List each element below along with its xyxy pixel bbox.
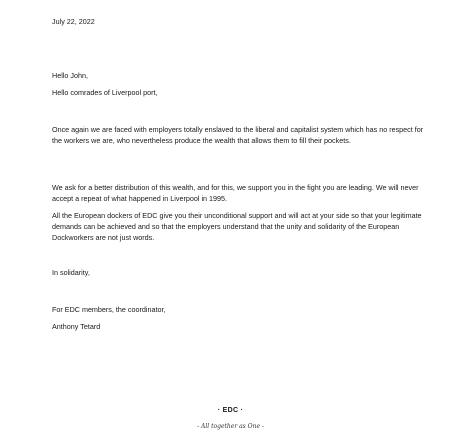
- footer-motto: - All together as One -: [197, 423, 264, 430]
- closing-line: In solidarity,: [52, 268, 90, 277]
- greeting-line-1: Hello John,: [52, 71, 88, 80]
- letter-date: July 22, 2022: [52, 17, 95, 26]
- body-paragraph-1: Once again we are faced with employers totally enslaved to the liberal and capitalist system which has no respect for the workers we are, who nevertheless produce the wealth that allows them to fill their pockets.: [52, 125, 424, 145]
- body-paragraph-2: We ask for a better distribution of this wealth, and for this, we support you in the fight you are leading. We will never accept a repeat of what happened in Liverpool in 1995.: [52, 183, 419, 203]
- signoff-line: For EDC members, the coordinator,: [52, 305, 166, 314]
- body-paragraph-3: All the European dockers of EDC give you their unconditional support and will act at your side so that your legitimate demands can be achieved and so that the employers understand that the unity and solidarity of the European Dockworkers are not just words.: [52, 211, 422, 242]
- footer-org-name: · EDC ·: [217, 407, 244, 414]
- greeting-line-2: Hello comrades of Liverpool port,: [52, 88, 158, 97]
- signer-name: Anthony Tetard: [52, 322, 101, 331]
